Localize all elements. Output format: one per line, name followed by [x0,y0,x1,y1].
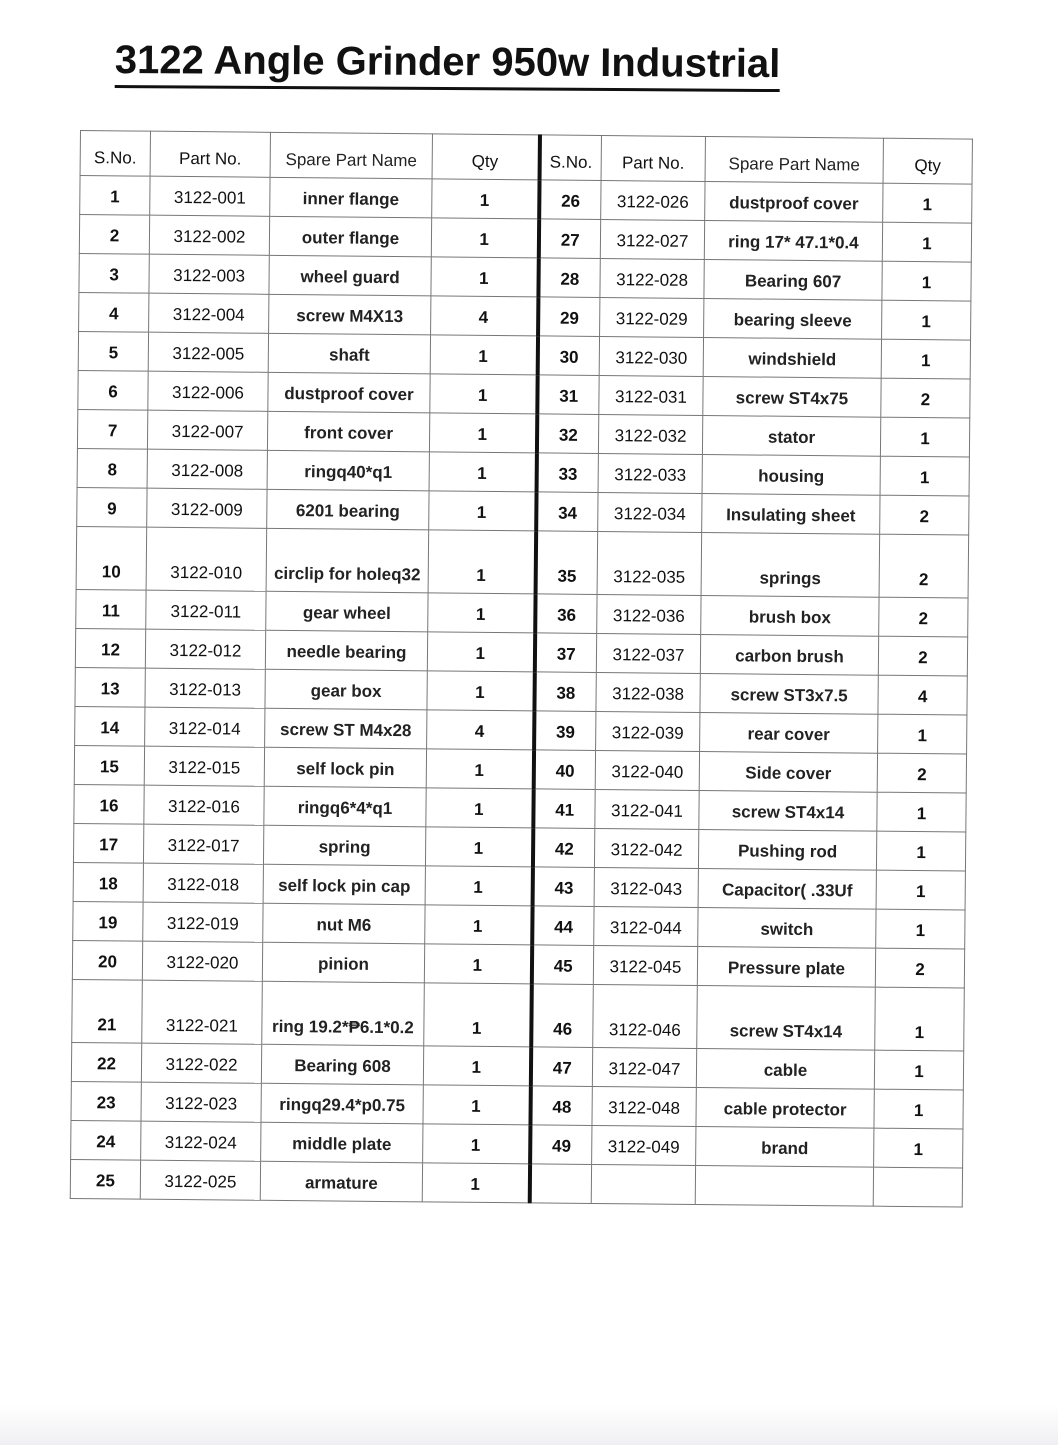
left-part-name-cell: middle plate [261,1122,423,1163]
header-qty: Qty [432,134,539,180]
left-qty-cell: 1 [432,179,539,219]
left-sno-cell: 15 [74,745,144,785]
left-qty-cell: 1 [431,218,538,258]
left-part-name-cell: needle bearing [265,630,427,671]
left-part-no-cell: 3122-019 [143,902,263,942]
header-sno: S.No. [80,131,150,177]
right-qty-cell: 1 [876,870,965,910]
header-sno: S.No. [539,135,601,181]
right-sno-cell: 28 [538,258,600,298]
left-sno-cell: 12 [75,628,145,668]
right-part-no-cell: 3122-038 [596,672,700,712]
right-part-no-cell: 3122-040 [595,750,699,790]
right-sno-cell: 41 [533,789,595,829]
header-spare-part-name: Spare Part Name [270,132,432,179]
right-qty-cell: 2 [880,495,969,535]
right-qty-cell: 2 [875,948,964,988]
left-qty-cell: 1 [426,788,533,828]
left-part-name-cell: wheel guard [269,255,431,296]
left-part-no-cell: 3122-017 [143,824,263,864]
left-part-name-cell: self lock pin cap [263,864,425,905]
right-part-name-cell: brand [696,1126,874,1167]
right-part-name-cell: Capacitor( .33Uf [698,868,876,909]
right-part-name-cell: screw ST4x14 [697,985,876,1050]
left-qty-cell: 1 [423,1085,530,1125]
right-part-no-cell: 3122-032 [598,414,702,454]
left-qty-cell: 1 [429,452,536,492]
left-sno-cell: 14 [75,706,145,746]
left-part-no-cell: 3122-006 [148,371,268,411]
left-part-no-cell: 3122-013 [145,668,265,708]
left-sno-cell: 9 [77,487,147,527]
right-sno-cell: 26 [539,180,601,220]
left-part-name-cell: ringq29.4*p0.75 [261,1083,423,1124]
left-sno-cell: 19 [73,901,143,941]
left-part-name-cell: ring 19.2*₱6.1*0.2 [262,981,425,1046]
right-qty-cell: 1 [882,222,971,262]
left-part-name-cell: front cover [267,411,429,452]
right-sno-cell: 29 [538,297,600,337]
table-row [72,979,965,1051]
left-part-no-cell: 3122-016 [144,785,264,825]
left-part-no-cell: 3122-010 [146,527,267,591]
right-sno-cell: 34 [536,492,598,532]
right-part-no-cell: 3122-027 [600,220,704,260]
left-part-name-cell: gear wheel [266,591,428,632]
left-sno-cell: 21 [72,979,143,1043]
right-part-name-cell: rear cover [700,712,878,753]
left-sno-cell: 17 [73,823,143,863]
left-part-name-cell: gear box [265,669,427,710]
right-sno-cell: 40 [533,750,595,790]
right-part-name-cell: bearing sleeve [704,298,882,339]
right-part-no-cell: 3122-048 [592,1086,696,1126]
right-qty-cell: 1 [874,1128,963,1168]
right-sno-cell: 43 [532,867,594,907]
left-part-name-cell: spring [263,825,425,866]
right-sno-cell: 44 [532,906,594,946]
parts-table-container [70,130,973,1208]
right-sno-cell: 46 [531,984,594,1048]
left-qty-cell: 1 [429,491,536,531]
left-sno-cell: 4 [79,292,149,332]
header-part-no: Part No. [601,136,705,182]
right-part-no-cell: 3122-034 [598,492,702,532]
right-part-no-cell: 3122-045 [593,945,697,985]
left-part-no-cell: 3122-020 [142,941,262,981]
right-qty-cell: 2 [877,753,966,793]
left-part-no-cell: 3122-008 [147,449,267,489]
left-qty-cell: 1 [426,749,533,789]
left-sno-cell: 6 [78,370,148,410]
left-part-name-cell: pinion [262,942,424,983]
right-part-name-cell: housing [702,454,880,495]
left-part-no-cell: 3122-024 [141,1121,261,1161]
right-part-no-cell: 3122-049 [592,1125,696,1165]
right-part-name-cell: ring 17* 47.1*0.4 [704,221,882,262]
right-qty-cell: 1 [883,183,972,223]
right-part-no-cell: 3122-047 [592,1047,696,1087]
left-part-name-cell: armature [260,1161,422,1202]
left-part-no-cell: 3122-012 [145,629,265,669]
right-part-name-cell: screw ST4x14 [699,790,877,831]
left-qty-cell: 1 [425,866,532,906]
right-sno-cell: 47 [530,1047,592,1087]
left-part-no-cell: 3122-025 [140,1160,260,1200]
left-sno-cell: 8 [77,448,147,488]
right-part-no-cell [591,1164,695,1204]
right-qty-cell: 2 [879,597,968,637]
left-part-no-cell: 3122-014 [145,707,265,747]
left-qty-cell: 1 [423,1046,530,1086]
left-part-no-cell: 3122-022 [141,1043,261,1083]
left-part-name-cell: screw ST M4x28 [265,708,427,749]
right-part-name-cell: windshield [703,337,881,378]
left-qty-cell: 1 [422,1163,529,1203]
right-part-no-cell: 3122-028 [600,259,704,299]
right-qty-cell: 2 [881,378,970,418]
left-sno-cell: 20 [72,940,142,980]
left-part-name-cell: circlip for holeq32 [266,528,429,593]
left-part-no-cell: 3122-004 [149,293,269,333]
right-sno-cell [529,1164,591,1204]
right-qty-cell: 1 [878,714,967,754]
right-qty-cell: 1 [875,987,965,1051]
right-part-name-cell: Insulating sheet [702,493,880,534]
left-part-name-cell: inner flange [270,177,432,218]
right-qty-cell: 4 [878,675,967,715]
left-sno-cell: 24 [71,1120,141,1160]
table-row [76,526,969,598]
right-sno-cell: 35 [535,531,598,595]
left-qty-cell: 1 [430,374,537,414]
right-qty-cell: 1 [874,1050,963,1090]
left-qty-cell: 1 [428,593,535,633]
right-part-name-cell: Pushing rod [698,829,876,870]
right-qty-cell [873,1167,962,1207]
left-sno-cell: 23 [71,1081,141,1121]
left-sno-cell: 2 [79,215,149,255]
right-part-no-cell: 3122-042 [594,828,698,868]
right-qty-cell: 2 [878,636,967,676]
right-sno-cell: 39 [534,711,596,751]
right-qty-cell: 1 [882,300,971,340]
right-part-no-cell: 3122-030 [599,336,703,376]
right-sno-cell: 48 [530,1086,592,1126]
right-part-name-cell: Pressure plate [697,946,875,987]
left-part-no-cell: 3122-015 [144,746,264,786]
right-part-name-cell: springs [701,532,880,597]
left-part-name-cell: self lock pin [264,747,426,788]
right-sno-cell: 49 [530,1125,592,1165]
right-part-no-cell: 3122-026 [601,181,705,221]
left-part-name-cell: 6201 bearing [267,489,429,530]
right-part-name-cell: Bearing 607 [704,259,882,300]
left-qty-cell: 1 [428,530,536,594]
left-qty-cell: 1 [431,257,538,297]
right-part-no-cell: 3122-036 [597,594,701,634]
right-part-name-cell: carbon brush [700,634,878,675]
left-part-no-cell: 3122-001 [150,176,270,216]
left-qty-cell: 1 [430,335,537,375]
left-part-no-cell: 3122-021 [142,980,263,1044]
left-part-name-cell: ringq40*q1 [267,450,429,491]
right-qty-cell: 1 [874,1089,963,1129]
left-qty-cell: 1 [427,632,534,672]
left-part-name-cell: dustproof cover [268,372,430,413]
right-qty-cell: 1 [876,831,965,871]
right-part-name-cell: dustproof cover [705,182,883,223]
left-part-no-cell: 3122-005 [148,332,268,372]
left-part-name-cell: screw M4X13 [269,294,431,335]
left-part-no-cell: 3122-023 [141,1082,261,1122]
left-qty-cell: 1 [423,1124,530,1164]
left-sno-cell: 16 [74,784,144,824]
header-spare-part-name: Spare Part Name [705,137,883,184]
right-part-no-cell: 3122-041 [595,789,699,829]
left-qty-cell: 1 [425,827,532,867]
right-part-name-cell: Side cover [699,751,877,792]
right-part-name-cell: brush box [701,595,879,636]
left-sno-cell: 5 [78,331,148,371]
right-part-no-cell: 3122-033 [598,453,702,493]
parts-table [70,130,973,1208]
table-row [70,1159,962,1207]
right-qty-cell: 1 [876,909,965,949]
left-sno-cell: 25 [70,1159,140,1199]
right-part-no-cell: 3122-044 [594,906,698,946]
right-part-no-cell: 3122-037 [596,633,700,673]
right-part-no-cell: 3122-043 [594,867,698,907]
scan-edge-shadow [0,1405,1058,1445]
right-qty-cell: 1 [880,456,969,496]
right-sno-cell: 30 [537,336,599,376]
right-qty-cell: 2 [879,534,969,598]
left-qty-cell: 1 [424,983,532,1047]
left-sno-cell: 7 [77,409,147,449]
right-sno-cell: 31 [537,375,599,415]
right-part-no-cell: 3122-035 [597,531,702,595]
right-sno-cell: 36 [535,594,597,634]
left-part-name-cell: nut M6 [263,903,425,944]
right-part-no-cell: 3122-046 [593,984,698,1048]
right-part-no-cell: 3122-031 [599,375,703,415]
left-part-no-cell: 3122-007 [147,410,267,450]
right-qty-cell: 1 [882,261,971,301]
left-qty-cell: 1 [427,671,534,711]
left-part-no-cell: 3122-018 [143,863,263,903]
right-sno-cell: 27 [538,219,600,259]
right-sno-cell: 38 [534,672,596,712]
left-part-name-cell: outer flange [269,216,431,257]
left-sno-cell: 1 [80,176,150,216]
right-part-name-cell: stator [702,415,880,456]
right-qty-cell: 1 [881,339,970,379]
left-sno-cell: 18 [73,862,143,902]
right-sno-cell: 42 [532,828,594,868]
left-part-name-cell: ringq6*4*q1 [264,786,426,827]
left-part-name-cell: shaft [268,333,430,374]
right-qty-cell: 1 [880,417,969,457]
right-sno-cell: 33 [536,453,598,493]
left-sno-cell: 13 [75,667,145,707]
right-part-no-cell: 3122-029 [600,297,704,337]
left-qty-cell: 1 [425,905,532,945]
right-part-name-cell: cable [696,1048,874,1089]
header-part-no: Part No. [150,131,270,177]
right-qty-cell: 1 [877,792,966,832]
left-qty-cell: 1 [429,413,536,453]
right-part-name-cell: switch [698,907,876,948]
right-part-no-cell: 3122-039 [596,711,700,751]
right-part-name-cell: cable protector [696,1087,874,1128]
left-part-no-cell: 3122-011 [146,590,266,630]
left-part-name-cell: Bearing 608 [261,1044,423,1085]
right-sno-cell: 32 [536,414,598,454]
header-qty: Qty [883,138,972,184]
left-part-no-cell: 3122-009 [147,488,267,528]
left-sno-cell: 3 [79,253,149,293]
left-part-no-cell: 3122-002 [149,215,269,255]
left-sno-cell: 22 [71,1042,141,1082]
right-sno-cell: 37 [534,633,596,673]
left-sno-cell: 11 [76,589,146,629]
right-part-name-cell: screw ST3x7.5 [700,673,878,714]
left-qty-cell: 4 [431,296,538,336]
left-part-no-cell: 3122-003 [149,254,269,294]
right-part-name-cell [695,1165,873,1206]
left-qty-cell: 1 [424,944,531,984]
right-part-name-cell: screw ST4x75 [703,376,881,417]
left-sno-cell: 10 [76,526,147,590]
page-title: 3122 Angle Grinder 950w Industrial [115,38,781,92]
right-sno-cell: 45 [531,945,593,985]
left-qty-cell: 4 [427,710,534,750]
